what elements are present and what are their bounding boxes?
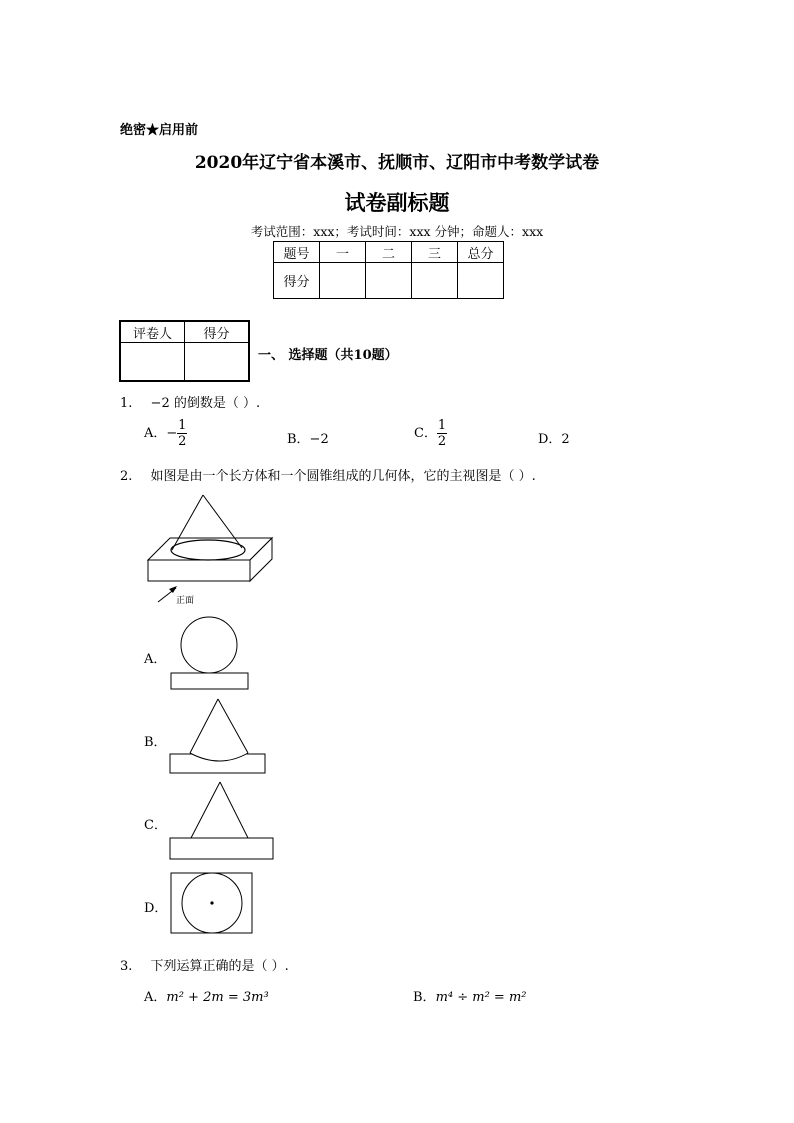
numerator: 1 — [178, 418, 187, 433]
q2-option-d-figure — [168, 870, 258, 936]
score-header-cell: 三 — [412, 242, 458, 263]
option-sign: − — [166, 426, 178, 441]
q1-option-c — [414, 418, 447, 449]
option-expression: m² + 2m = 3m³ — [166, 990, 269, 1005]
score-cell — [366, 263, 412, 299]
question-3 — [120, 955, 289, 974]
section-title: 一、 选择题（共10题） — [258, 348, 398, 363]
score-header-cell: 一 — [320, 242, 366, 263]
grader-header-cell: 得分 — [185, 321, 250, 343]
denominator: 2 — [437, 434, 447, 449]
q2-option-a-figure — [168, 615, 252, 693]
q2-option-c-label: C． — [144, 818, 167, 833]
grader-table — [119, 320, 250, 382]
grader-cell — [185, 343, 250, 382]
exam-title: 2020年辽宁省本溪市、抚顺市、辽阳市中考数学试卷 — [194, 153, 600, 173]
option-label: A． — [144, 426, 167, 441]
fraction — [177, 418, 187, 449]
confidential-mark: 绝密★启用前 — [120, 123, 199, 138]
numerator: 1 — [437, 418, 447, 433]
front-label: 正面 — [176, 596, 195, 606]
q2-option-c-figure — [168, 780, 276, 862]
q2-option-b-label: B． — [144, 735, 167, 750]
option-label: A． — [144, 990, 167, 1005]
grader-cell — [120, 343, 185, 382]
option-label: B． — [413, 990, 436, 1005]
q3-option-a — [144, 986, 269, 1005]
question-2 — [120, 465, 536, 484]
fraction — [437, 418, 447, 449]
q2-option-a-label: A． — [144, 652, 167, 667]
score-header-cell: 总分 — [458, 242, 504, 263]
q1-option-d: D．2 — [538, 432, 570, 447]
q3-option-b — [413, 986, 527, 1005]
option-expression: m⁴ ÷ m² = m² — [435, 990, 527, 1005]
score-cell — [458, 263, 504, 299]
score-table — [273, 241, 504, 299]
score-row-label: 得分 — [274, 263, 320, 299]
grader-header-cell: 评卷人 — [120, 321, 185, 343]
question-text: 下列运算正确的是（ ）. — [150, 959, 289, 974]
score-cell — [412, 263, 458, 299]
q1-option-b: B．−2 — [287, 432, 329, 447]
score-cell — [320, 263, 366, 299]
question-number: 1. — [120, 396, 133, 411]
exam-info: 考试范围：xxx；考试时间：xxx 分钟；命题人：xxx — [250, 224, 544, 239]
option-label: C． — [414, 426, 437, 441]
question-number: 3. — [120, 959, 133, 974]
exam-subtitle: 试卷副标题 — [344, 190, 450, 215]
question-1 — [120, 392, 260, 411]
score-header-cell: 题号 — [274, 242, 320, 263]
denominator: 2 — [178, 434, 187, 449]
question-text: 如图是由一个长方体和一个圆锥组成的几何体，它的主视图是（ ）. — [150, 469, 536, 484]
solid-figure — [140, 490, 280, 608]
question-number: 2. — [120, 469, 133, 484]
score-header-cell: 二 — [366, 242, 412, 263]
q1-option-a — [144, 418, 187, 449]
q2-option-d-label: D． — [144, 901, 168, 916]
q2-option-b-figure — [168, 697, 268, 777]
question-text: −2 的倒数是（ ）. — [150, 396, 261, 411]
